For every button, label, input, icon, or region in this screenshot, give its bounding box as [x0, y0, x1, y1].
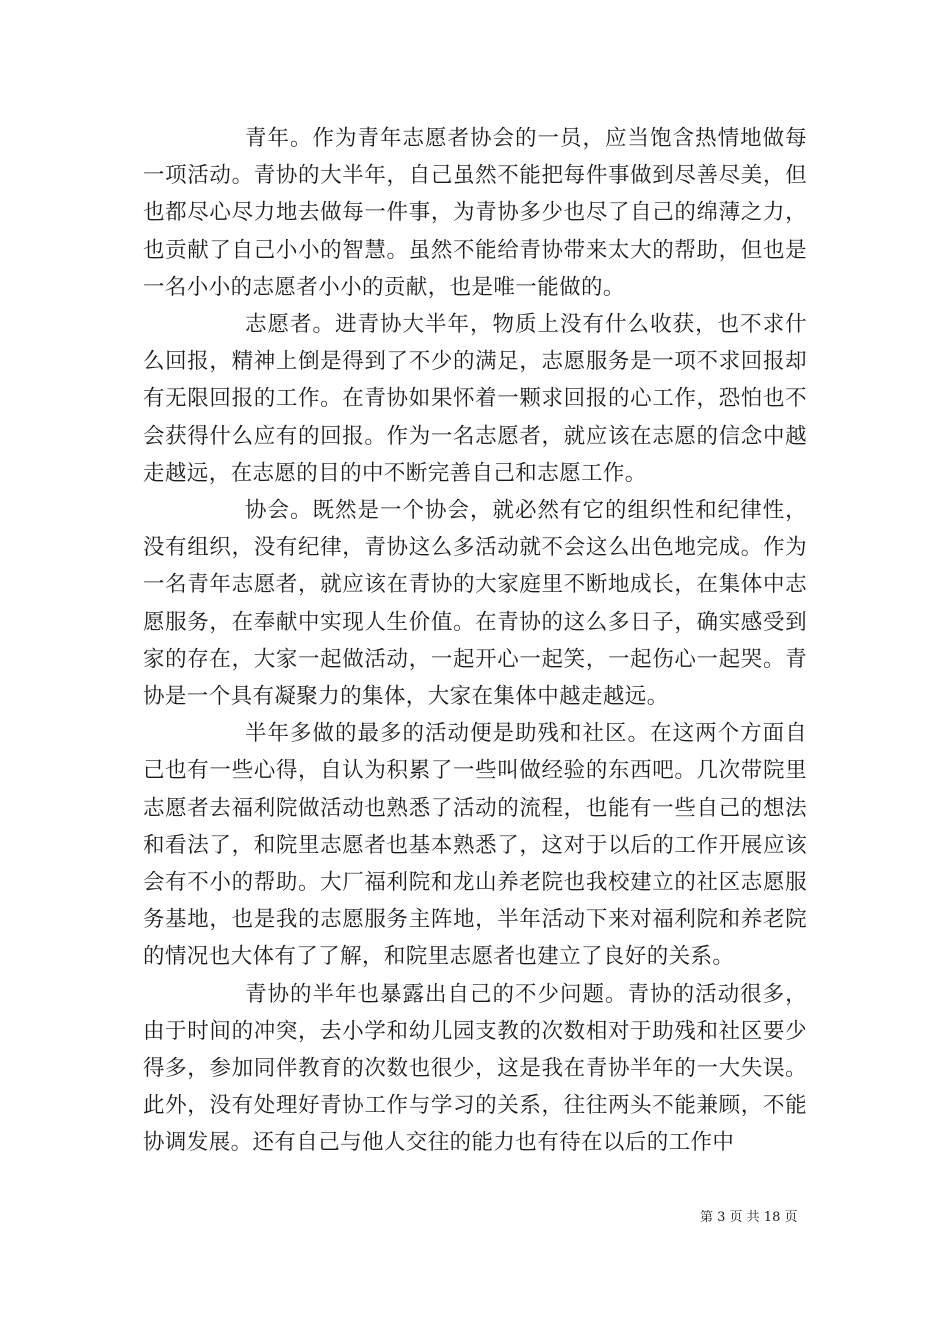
paragraph-activities: 半年多做的最多的活动便是助残和社区。在这两个方面自己也有一些心得，自认为积累了一些叫做经验的东西吧。几次带院里志愿者去福利院做活动也熟悉了活动的流程，也能有一些自己的想法和看法了，和院里志愿者也基本熟悉了，这对于以后的工作开展应该会有不小的帮助。大厂福利院和龙山养老院也我校建立的社区志愿服务基地，也是我的志愿服务主阵地，半年活动下来对福利院和养老院的情况也大体有了了解，和院里志愿者也建立了良好的关系。 [143, 721, 807, 970]
paragraph-problems: 青协的半年也暴露出自己的不少问题。青协的活动很多，由于时间的冲突，去小学和幼儿园支教的次数相对于助残和社区要少得多，参加同伴教育的次数也很少，这是我在青协半年的一大失误。此外，没有处理好青协工作与学习的关系，往往两头不能兼顾，不能协调发展。还有自己与他人交往的能力也有待在以后的工作中 [143, 981, 807, 1156]
page-number-footer: 第 3 页 共 18 页 [700, 1210, 798, 1225]
paragraph-youth: 青年。作为青年志愿者协会的一员，应当饱含热情地做每一项活动。青协的大半年，自己虽然不能把每件事做到尽善尽美，但也都尽心尽力地去做每一件事，为青协多少也尽了自己的绵薄之力，也贡献了自己小小的智慧。虽然不能给青协带来太大的帮助，但也是一名小小的志愿者小小的贡献，也是唯一能做的。 [143, 126, 807, 300]
paragraph-association: 协会。既然是一个协会，就必然有它的组织性和纪律性，没有组织，没有纪律，青协这么多活动就不会这么出色地完成。作为一名青年志愿者，就应该在青协的大家庭里不断地成长，在集体中志愿服务，在奉献中实现人生价值。在青协的这么多日子，确实感受到家的存在，大家一起做活动，一起开心一起笑，一起伤心一起哭。青协是一个具有凝聚力的集体，大家在集体中越走越远。 [143, 498, 807, 710]
document-body [143, 120, 807, 1162]
paragraph-volunteer: 志愿者。进青协大半年，物质上没有什么收获，也不求什么回报，精神上倒是得到了不少的满足，志愿服务是一项不求回报却有无限回报的工作。在青协如果怀着一颗求回报的心工作，恐怕也不会获得什么应有的回报。作为一名志愿者，就应该在志愿的信念中越走越远，在志愿的目的中不断完善自己和志愿工作。 [143, 312, 807, 486]
